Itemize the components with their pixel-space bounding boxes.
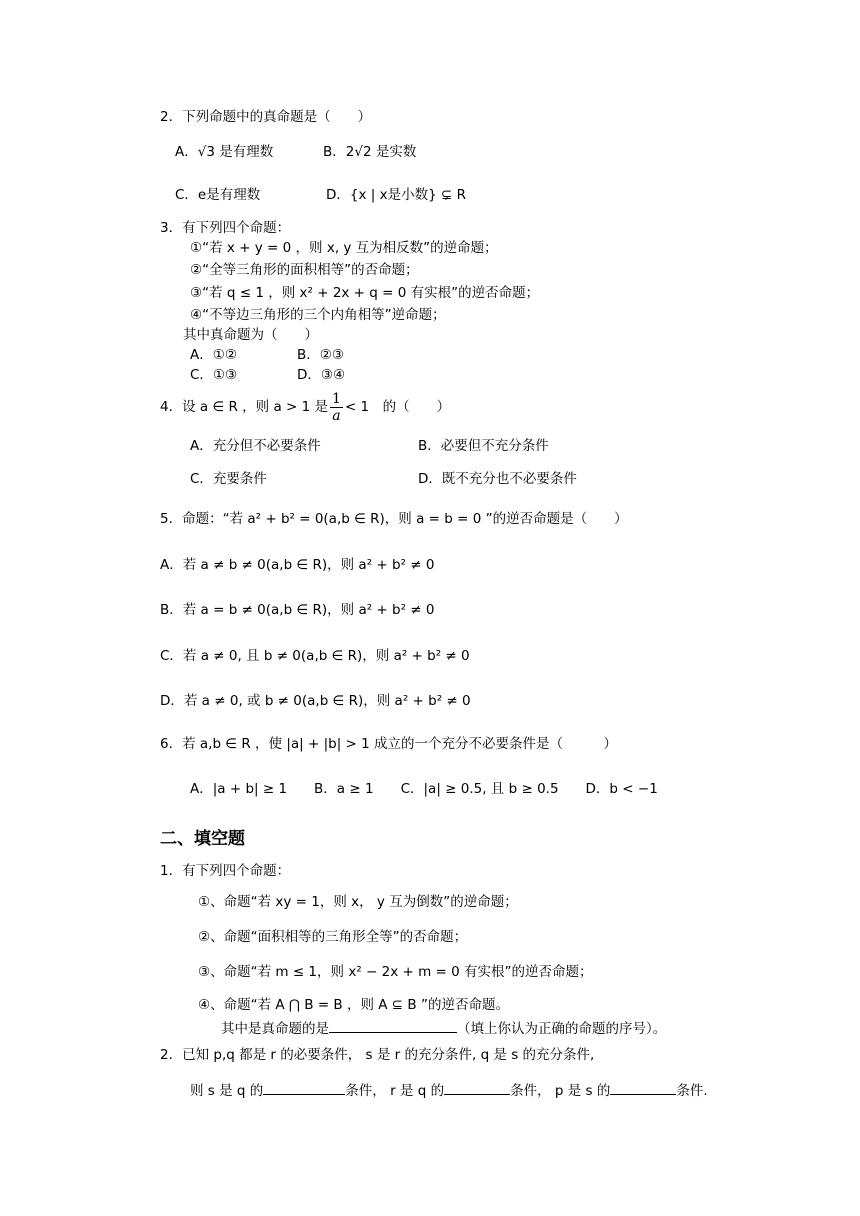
- q4-option-a: A．充分但不必要条件: [190, 438, 321, 454]
- q4-stem: [160, 389, 450, 425]
- f1-ask: [221, 1018, 666, 1038]
- f1-answer-blank[interactable]: [329, 1018, 457, 1033]
- f2-stem: 2．已知 p,q 都是 r 的必要条件， s 是 r 的充分条件, q 是 s 的充分条件,: [160, 1047, 595, 1063]
- q4-fraction-denominator: a: [332, 407, 341, 424]
- section-title-fill-in: 二、填空题: [160, 829, 245, 849]
- q5-option-d: D．若 a ≠ 0, 或 b ≠ 0(a,b ∈ R)，则 a² + b² ≠ 0: [160, 693, 471, 709]
- f2-part-1: 则 s 是 q 的: [190, 1083, 264, 1099]
- q3-stem: 3．有下列四个命题：: [160, 220, 291, 236]
- f1-stem: 1．有下列四个命题：: [160, 863, 291, 879]
- q2-stem: 2．下列命题中的真命题是（ ）: [160, 109, 372, 125]
- q3-option-a: A．①②: [190, 347, 237, 363]
- q3-option-d: D．③④: [297, 367, 346, 383]
- q4-stem-pre: 4．设 a ∈ R ，则 a > 1 是: [160, 399, 329, 415]
- q2-option-a: A．√3 是有理数: [175, 144, 274, 160]
- f2-blank-2[interactable]: [444, 1080, 510, 1095]
- f2-part-3: 条件， p 是 s 的: [510, 1083, 611, 1099]
- q4-option-c: C．充要条件: [190, 471, 267, 487]
- q4-option-d: D．既不充分也不必要条件: [418, 471, 577, 487]
- q5-stem: 5．命题：“若 a² + b² = 0(a,b ∈ R)，则 a = b = 0 ”的逆否命题是（ ）: [160, 511, 628, 527]
- f2-line: [190, 1080, 708, 1100]
- f2-part-2: 条件， r 是 q 的: [345, 1083, 445, 1099]
- q4-fraction: [330, 391, 343, 424]
- q5-option-a: A．若 a ≠ b ≠ 0(a,b ∈ R)，则 a² + b² ≠ 0: [160, 557, 435, 573]
- q2-option-b: B．2√2 是实数: [323, 144, 417, 160]
- f1-proposition-1: ①、命题“若 xy = 1，则 x， y 互为倒数”的逆命题；: [198, 894, 518, 910]
- q3-option-b: B．②③: [297, 347, 344, 363]
- q3-ask: 其中真命题为（ ）: [183, 327, 318, 343]
- q4-fraction-numerator: 1: [332, 390, 341, 407]
- f1-ask-pre: 其中是真命题的是: [221, 1021, 329, 1037]
- q6-options: A．|a + b| ≥ 1 B．a ≥ 1 C．|a| ≥ 0.5, 且 b ≥ 0.5 D．b < −1: [190, 781, 658, 797]
- q3-option-c: C．①③: [190, 367, 238, 383]
- q3-proposition-3: ③“若 q ≤ 1 ，则 x² + 2x + q = 0 有实根”的逆否命题；: [190, 285, 540, 301]
- q2-option-d: D．{x | x是小数} ⊊ R: [326, 187, 466, 203]
- q2-option-c: C．e是有理数: [175, 187, 261, 203]
- f1-ask-post: （填上你认为正确的命题的序号）。: [457, 1021, 667, 1037]
- q5-option-c: C．若 a ≠ 0, 且 b ≠ 0(a,b ∈ R)，则 a² + b² ≠ 0: [160, 648, 470, 664]
- q3-proposition-1: ①“若 x + y = 0 ，则 x, y 互为相反数”的逆命题；: [190, 240, 498, 256]
- q3-proposition-4: ④“不等边三角形的三个内角相等”逆命题；: [190, 307, 446, 323]
- f1-proposition-4: ④、命题“若 A ⋂ B = B ，则 A ⊆ B ”的逆否命题。: [198, 997, 509, 1013]
- f1-proposition-3: ③、命题“若 m ≤ 1，则 x² − 2x + m = 0 有实根”的逆否命题；: [198, 964, 593, 980]
- q4-stem-post: < 1 的（ ）: [344, 399, 451, 415]
- q6-stem: 6．若 a,b ∈ R ，使 |a| + |b| > 1 成立的一个充分不必要条件是（ ）: [160, 736, 618, 752]
- f2-blank-1[interactable]: [263, 1080, 345, 1095]
- f1-proposition-2: ②、命题“面积相等的三角形全等”的否命题；: [198, 929, 468, 945]
- q4-option-b: B．必要但不充分条件: [418, 438, 549, 454]
- f2-part-4: 条件.: [676, 1083, 708, 1099]
- q5-option-b: B．若 a = b ≠ 0(a,b ∈ R)，则 a² + b² ≠ 0: [160, 602, 435, 618]
- q3-proposition-2: ②“全等三角形的面积相等”的否命题；: [190, 262, 419, 278]
- f2-blank-3[interactable]: [610, 1080, 676, 1095]
